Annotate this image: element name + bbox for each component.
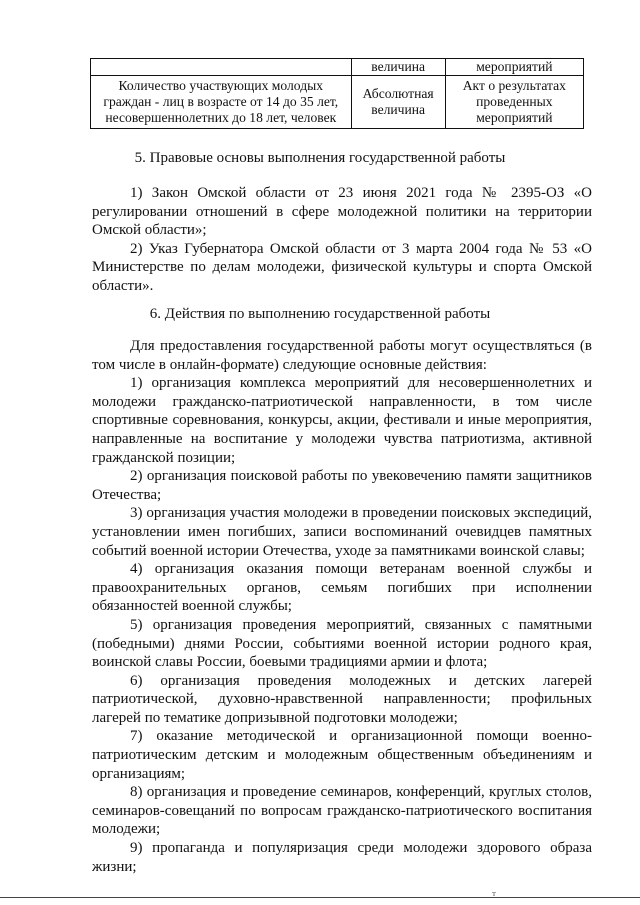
section-5-body bbox=[92, 184, 592, 296]
list-item: 2) организация поисковой работы по увековечению памяти защитников Отечества; bbox=[92, 468, 592, 503]
scan-mark: ᵀ bbox=[492, 890, 496, 902]
table-header-row bbox=[91, 59, 584, 76]
table-cell-unit: Абсолютная величина bbox=[351, 76, 445, 129]
section-6-title: 6. Действия по выполнению государственной работы bbox=[149, 306, 491, 322]
list-item: 3) организация участия молодежи в проведении поисковых экспедиций, установлении имен погибших, записи воспоминаний очевидцев памятных событий военной истории Отечества, уходе за памятниками воинской славы; bbox=[92, 505, 592, 559]
list-item: 4) организация оказания помощи ветеранам военной службы и правоохранительных органов, семьям погибших при исполнении обязанностей военной службы; bbox=[92, 561, 592, 615]
list-item: 9) пропаганда и популяризация среди молодежи здорового образа жизни; bbox=[92, 840, 592, 875]
list-item: 1) организация комплекса мероприятий для несовершеннолетних и молодежи гражданско-патриотической направленности, в том числе спортивные соревнования, конкурсы, акции, фестивали и иные мероприятия, направленные на воспитание у молодежи чувства патриотизма, активной гражданской позиции; bbox=[92, 375, 592, 466]
list-item: 7) оказание методической и организационной помощи военно-патриотическим детским и молодежным общественным объединениям и организациям; bbox=[92, 728, 592, 782]
list-item: 5) организация проведения мероприятий, связанных с памятными (победными) днями России, событиями военной истории родного края, воинской славы России, боевыми традициями армии и флота; bbox=[92, 616, 592, 671]
table-cell-indicator bbox=[91, 59, 352, 76]
list-item: 6) организация проведения молодежных и детских лагерей патриотической, духовно-нравственной направленности; профильных лагерей по тематике допризывной подготовки молодежи; bbox=[92, 672, 592, 726]
section-6-body bbox=[92, 337, 592, 876]
list-item: 2) Указ Губернатора Омской области от 3 марта 2004 года № 53 «О Министерстве по делам молодежи, физической культуры и спорта Омской области». bbox=[92, 240, 592, 294]
table-cell-unit: величина bbox=[351, 59, 445, 76]
table-row bbox=[91, 76, 584, 129]
section-5-title: 5. Правовые основы выполнения государственной работы bbox=[134, 150, 506, 166]
section-6-intro: Для предоставления государственной работы могут осуществляться (в том числе в онлайн-формате) следующие основные действия: bbox=[92, 338, 592, 373]
list-item: 1) Закон Омской области от 23 июня 2021 года № 2395-ОЗ «О регулировании отношений в сфере молодежной политики на территории Омской области»; bbox=[92, 185, 592, 239]
table-cell-indicator: Количество участвующих молодых граждан - лиц в возрасте от 14 до 35 лет, несовершеннолетних до 18 лет, человек bbox=[91, 76, 352, 129]
page-bottom-rule bbox=[0, 897, 640, 898]
table-cell-source: мероприятий bbox=[445, 59, 583, 76]
list-item: 8) организация и проведение семинаров, конференций, круглых столов, семинаров-совещаний по вопросам гражданско-патриотического воспитания молодежи; bbox=[92, 784, 592, 838]
table-cell-source: Акт о результатах проведенных мероприятий bbox=[445, 76, 583, 129]
indicator-table bbox=[90, 58, 584, 129]
